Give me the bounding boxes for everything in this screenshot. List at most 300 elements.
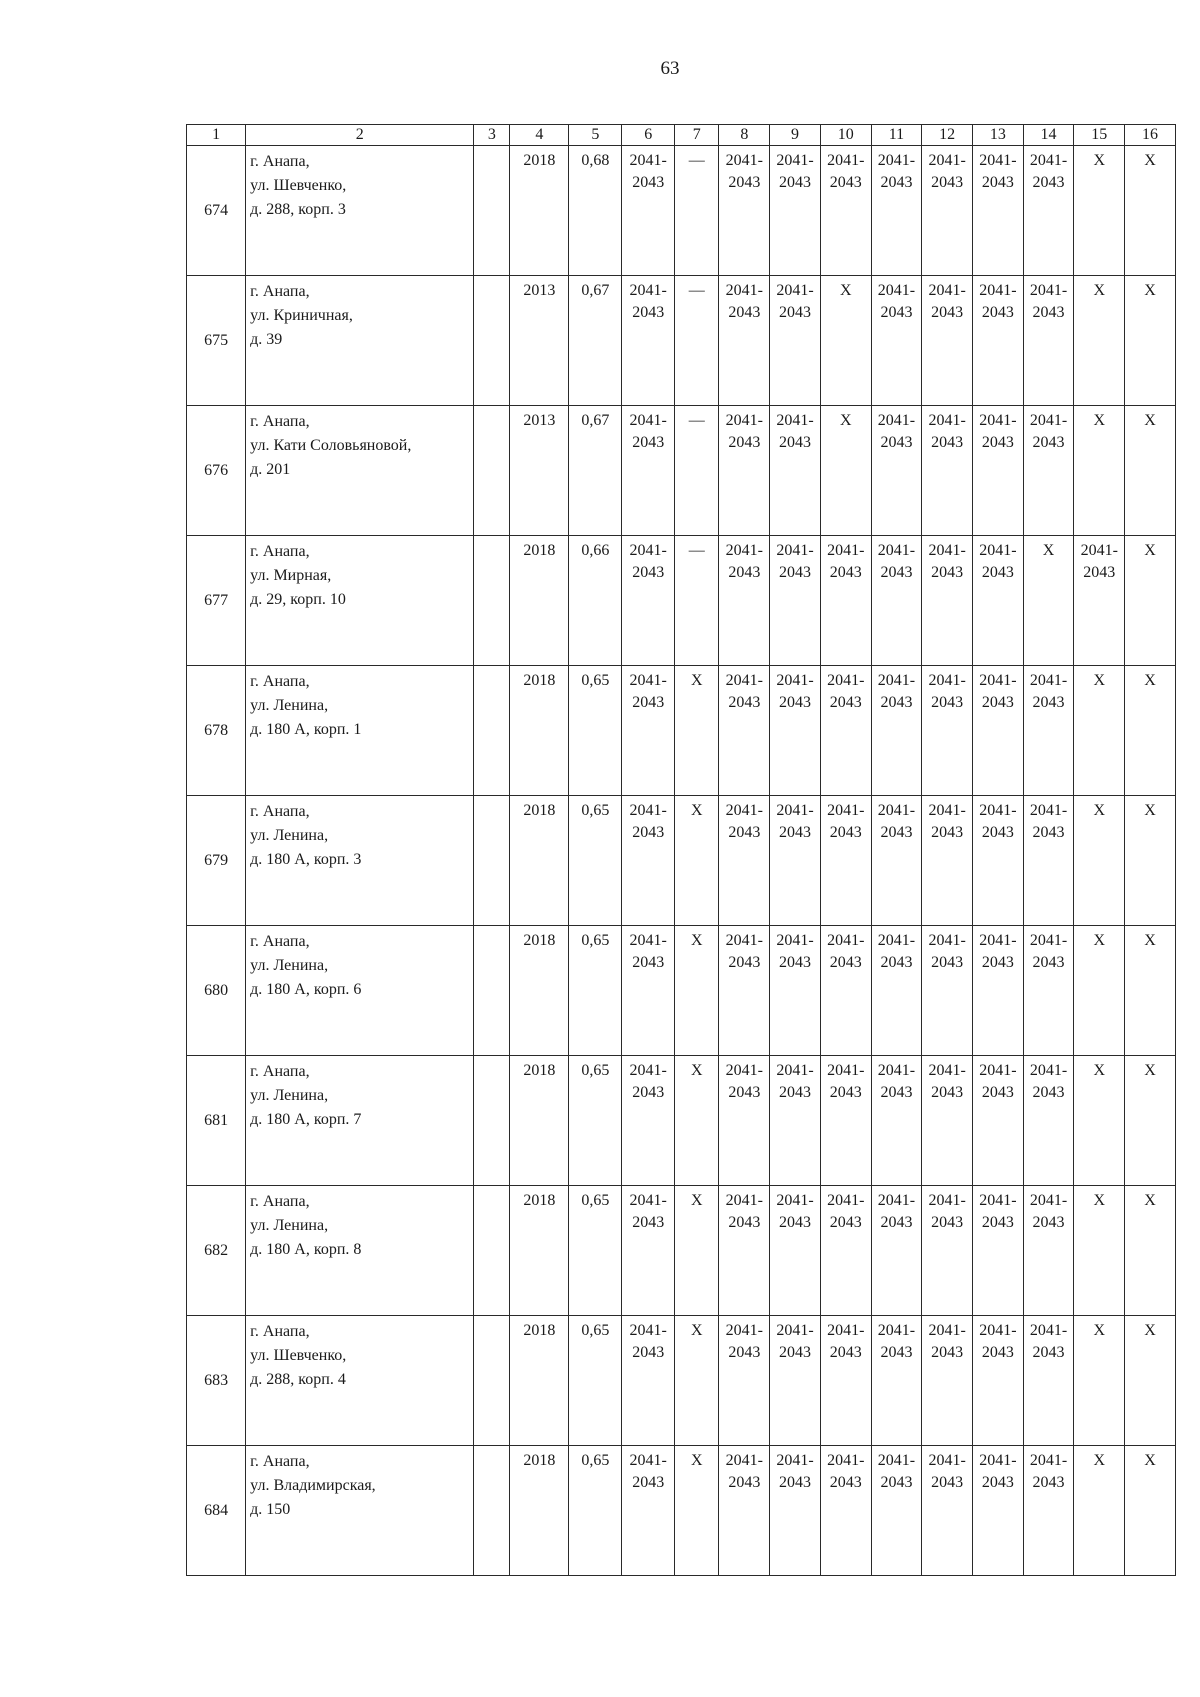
address-line: г. Анапа, [250, 1453, 310, 1470]
year-range-part: 2043 [981, 304, 1014, 321]
cell-c5: 0,65 [569, 1446, 622, 1576]
address-line: д. 39 [250, 331, 283, 348]
address-cell [246, 146, 474, 276]
cell-c12 [922, 926, 973, 1056]
address-cell [246, 1316, 474, 1446]
year-range-part: 2043 [632, 954, 665, 971]
address-cell [246, 796, 474, 926]
year-range-part: 2043 [728, 1344, 761, 1361]
cell-c16: X [1125, 796, 1176, 926]
cell-c16: X [1125, 406, 1176, 536]
address-cell [246, 406, 474, 536]
table-body [187, 146, 1176, 1576]
cell-c7: X [675, 1446, 719, 1576]
year-range-part: 2043 [1083, 564, 1116, 581]
year-range-part: 2041- [629, 1452, 667, 1469]
cell-c6 [622, 1316, 675, 1446]
cell-c13 [973, 536, 1024, 666]
cell-c15: X [1074, 1316, 1125, 1446]
cell-c15: X [1074, 1186, 1125, 1316]
cell-c10 [820, 926, 871, 1056]
year-range-part: 2043 [981, 1344, 1014, 1361]
year-range-part: 2043 [981, 1084, 1014, 1101]
cell-c11 [871, 1446, 922, 1576]
cell-c9 [770, 926, 821, 1056]
year-range-part: 2043 [880, 954, 913, 971]
cell-c8 [719, 146, 770, 276]
year-range-part: 2041- [928, 1192, 966, 1209]
cell-c10 [820, 796, 871, 926]
year-range-part: 2041- [725, 672, 763, 689]
row-number: 682 [187, 1186, 246, 1316]
year-range-part: 2043 [779, 1214, 812, 1231]
cell-c7: X [675, 1316, 719, 1446]
cell-c3 [474, 276, 510, 406]
cell-c12 [922, 796, 973, 926]
column-header: 7 [675, 125, 719, 146]
cell-c14 [1023, 796, 1074, 926]
year-range-part: 2041- [1029, 1322, 1068, 1339]
column-header: 12 [922, 125, 973, 146]
address-line: ул. Кати Соловьяновой, [250, 437, 412, 454]
year-range-part: 2041- [827, 672, 865, 689]
cell-c5: 0,65 [569, 796, 622, 926]
cell-c15: X [1074, 406, 1125, 536]
cell-c13 [973, 276, 1024, 406]
year-range-part: 2041- [776, 152, 814, 169]
year-range-part: 2041- [928, 672, 966, 689]
cell-c10 [820, 1056, 871, 1186]
cell-c16: X [1125, 1186, 1176, 1316]
year-range-part: 2041- [827, 932, 865, 949]
address-cell [246, 1186, 474, 1316]
year-range-part: 2041- [776, 1192, 814, 1209]
cell-c8 [719, 1186, 770, 1316]
year-range-part: 2043 [1032, 1344, 1065, 1361]
year-range-part: 2043 [829, 1214, 862, 1231]
cell-c9 [770, 1056, 821, 1186]
cell-c11 [871, 1316, 922, 1446]
year-range-part: 2043 [981, 174, 1014, 191]
year-range-part: 2043 [632, 174, 665, 191]
year-range-part: 2041- [877, 542, 916, 559]
cell-c5: 0,66 [569, 536, 622, 666]
year-range-part: 2041- [979, 1322, 1017, 1339]
row-number: 680 [187, 926, 246, 1056]
year-range-part: 2043 [829, 824, 862, 841]
year-range-part: 2041- [877, 412, 916, 429]
year-range-part: 2043 [981, 1214, 1014, 1231]
cell-c10 [820, 1186, 871, 1316]
cell-c14 [1023, 666, 1074, 796]
cell-c5: 0,67 [569, 406, 622, 536]
year-range-part: 2043 [829, 1344, 862, 1361]
year-range-part: 2041- [928, 152, 966, 169]
year-range-part: 2041- [877, 802, 916, 819]
year-range-part: 2041- [827, 1192, 865, 1209]
year-range-part: 2041- [629, 412, 667, 429]
cell-c6 [622, 666, 675, 796]
year-range-part: 2043 [829, 564, 862, 581]
column-header: 10 [820, 125, 871, 146]
cell-c12 [922, 1186, 973, 1316]
year-range-part: 2041- [776, 1452, 814, 1469]
cell-c9 [770, 146, 821, 276]
cell-c16: X [1125, 666, 1176, 796]
cell-c14 [1023, 276, 1074, 406]
cell-c10: X [820, 406, 871, 536]
address-line: д. 288, корп. 4 [250, 1371, 346, 1388]
cell-c12 [922, 1056, 973, 1186]
cell-c3 [474, 1446, 510, 1576]
year-range-part: 2041- [725, 802, 763, 819]
cell-c16: X [1125, 1316, 1176, 1446]
year-range-part: 2043 [931, 954, 964, 971]
cell-c8 [719, 536, 770, 666]
year-range-part: 2041- [776, 932, 814, 949]
address-line: ул. Ленина, [250, 1087, 329, 1104]
cell-c12 [922, 406, 973, 536]
year-range-part: 2041- [928, 1322, 966, 1339]
year-range-part: 2041- [827, 542, 865, 559]
row-number: 681 [187, 1056, 246, 1186]
year-range-part: 2043 [1032, 1474, 1065, 1491]
column-header: 8 [719, 125, 770, 146]
cell-c8 [719, 406, 770, 536]
column-header: 9 [770, 125, 821, 146]
year-range-part: 2043 [632, 1214, 665, 1231]
address-cell [246, 666, 474, 796]
address-line: д. 180 А, корп. 8 [250, 1241, 362, 1258]
address-line: г. Анапа, [250, 1193, 310, 1210]
address-line: ул. Ленина, [250, 697, 329, 714]
address-line: д. 180 А, корп. 6 [250, 981, 362, 998]
year-range-part: 2041- [1029, 1452, 1068, 1469]
cell-c3 [474, 1316, 510, 1446]
row-number: 677 [187, 536, 246, 666]
cell-c4: 2018 [510, 536, 569, 666]
address-line: ул. Владимирская, [250, 1477, 376, 1494]
column-header: 6 [622, 125, 675, 146]
year-range-part: 2043 [632, 304, 665, 321]
year-range-part: 2043 [829, 1084, 862, 1101]
year-range-part: 2041- [928, 802, 966, 819]
year-range-part: 2043 [1032, 174, 1065, 191]
cell-c5: 0,67 [569, 276, 622, 406]
cell-c13 [973, 1056, 1024, 1186]
year-range-part: 2043 [779, 824, 812, 841]
row-number: 675 [187, 276, 246, 406]
cell-c7: X [675, 1186, 719, 1316]
year-range-part: 2043 [981, 564, 1014, 581]
year-range-part: 2041- [979, 1062, 1017, 1079]
cell-c13 [973, 796, 1024, 926]
year-range-part: 2041- [1029, 1062, 1068, 1079]
year-range-part: 2043 [931, 434, 964, 451]
cell-c16: X [1125, 1056, 1176, 1186]
year-range-part: 2043 [931, 824, 964, 841]
year-range-part: 2043 [981, 824, 1014, 841]
cell-c9 [770, 1186, 821, 1316]
year-range-part: 2043 [1032, 304, 1065, 321]
year-range-part: 2043 [728, 694, 761, 711]
year-range-part: 2043 [728, 824, 761, 841]
cell-c3 [474, 926, 510, 1056]
cell-c5: 0,65 [569, 1056, 622, 1186]
year-range-part: 2043 [931, 1344, 964, 1361]
year-range-part: 2041- [827, 1062, 865, 1079]
year-range-part: 2043 [829, 174, 862, 191]
row-number: 678 [187, 666, 246, 796]
cell-c7: X [675, 926, 719, 1056]
cell-c12 [922, 276, 973, 406]
cell-c14 [1023, 1056, 1074, 1186]
address-line: д. 180 А, корп. 7 [250, 1111, 362, 1128]
year-range-part: 2041- [1029, 152, 1068, 169]
year-range-part: 2043 [829, 694, 862, 711]
cell-c4: 2018 [510, 926, 569, 1056]
address-line: г. Анапа, [250, 803, 310, 820]
year-range-part: 2043 [728, 1474, 761, 1491]
year-range-part: 2041- [928, 1062, 966, 1079]
cell-c16: X [1125, 536, 1176, 666]
address-line: г. Анапа, [250, 283, 310, 300]
cell-c16: X [1125, 146, 1176, 276]
cell-c5: 0,65 [569, 1316, 622, 1446]
year-range-part: 2043 [728, 564, 761, 581]
column-header: 16 [1125, 125, 1176, 146]
year-range-part: 2041- [725, 1192, 763, 1209]
row-number: 674 [187, 146, 246, 276]
cell-c6 [622, 796, 675, 926]
year-range-part: 2043 [1032, 1214, 1065, 1231]
cell-c14 [1023, 1316, 1074, 1446]
address-line: д. 201 [250, 461, 291, 478]
cell-c9 [770, 666, 821, 796]
cell-c10: X [820, 276, 871, 406]
cell-c13 [973, 1186, 1024, 1316]
cell-c4: 2018 [510, 1316, 569, 1446]
year-range-part: 2041- [1080, 542, 1118, 559]
year-range-part: 2041- [629, 542, 667, 559]
year-range-part: 2043 [880, 304, 913, 321]
year-range-part: 2041- [629, 802, 667, 819]
year-range-part: 2043 [880, 1214, 913, 1231]
year-range-part: 2043 [632, 434, 665, 451]
cell-c11 [871, 666, 922, 796]
year-range-part: 2043 [931, 1084, 964, 1101]
year-range-part: 2041- [979, 802, 1017, 819]
address-line: г. Анапа, [250, 153, 310, 170]
year-range-part: 2043 [931, 564, 964, 581]
address-cell [246, 536, 474, 666]
cell-c11 [871, 406, 922, 536]
year-range-part: 2041- [629, 932, 667, 949]
table-row [187, 146, 1176, 276]
cell-c3 [474, 146, 510, 276]
year-range-part: 2043 [728, 1214, 761, 1231]
year-range-part: 2041- [928, 932, 966, 949]
cell-c6 [622, 406, 675, 536]
cell-c4: 2018 [510, 1186, 569, 1316]
column-header: 13 [973, 125, 1024, 146]
year-range-part: 2043 [880, 434, 913, 451]
year-range-part: 2041- [877, 1192, 916, 1209]
cell-c8 [719, 276, 770, 406]
year-range-part: 2043 [779, 174, 812, 191]
year-range-part: 2041- [928, 282, 966, 299]
table-row [187, 796, 1176, 926]
cell-c4: 2018 [510, 146, 569, 276]
cell-c15: X [1074, 666, 1125, 796]
cell-c5: 0,65 [569, 926, 622, 1056]
cell-c11 [871, 536, 922, 666]
year-range-part: 2041- [979, 542, 1017, 559]
year-range-part: 2043 [1032, 434, 1065, 451]
year-range-part: 2043 [728, 304, 761, 321]
year-range-part: 2041- [776, 282, 814, 299]
year-range-part: 2043 [632, 1474, 665, 1491]
row-number: 683 [187, 1316, 246, 1446]
cell-c13 [973, 926, 1024, 1056]
cell-c6 [622, 536, 675, 666]
year-range-part: 2043 [1032, 694, 1065, 711]
year-range-part: 2041- [776, 672, 814, 689]
year-range-part: 2043 [632, 564, 665, 581]
year-range-part: 2043 [632, 824, 665, 841]
year-range-part: 2041- [725, 1062, 763, 1079]
cell-c15: X [1074, 276, 1125, 406]
year-range-part: 2043 [779, 1084, 812, 1101]
table-row [187, 666, 1176, 796]
address-line: ул. Мирная, [250, 567, 332, 584]
year-range-part: 2043 [880, 694, 913, 711]
address-line: г. Анапа, [250, 673, 310, 690]
cell-c15: X [1074, 796, 1125, 926]
year-range-part: 2043 [981, 434, 1014, 451]
year-range-part: 2043 [779, 694, 812, 711]
row-number: 684 [187, 1446, 246, 1576]
cell-c15: X [1074, 1056, 1125, 1186]
cell-c13 [973, 146, 1024, 276]
year-range-part: 2041- [979, 152, 1017, 169]
year-range-part: 2043 [728, 954, 761, 971]
cell-c16: X [1125, 276, 1176, 406]
column-header: 15 [1074, 125, 1125, 146]
address-line: д. 180 А, корп. 1 [250, 721, 362, 738]
year-range-part: 2041- [979, 672, 1017, 689]
year-range-part: 2043 [931, 1214, 964, 1231]
year-range-part: 2041- [827, 152, 865, 169]
table-row [187, 1186, 1176, 1316]
column-header: 5 [569, 125, 622, 146]
year-range-part: 2043 [728, 174, 761, 191]
cell-c16: X [1125, 1446, 1176, 1576]
cell-c3 [474, 536, 510, 666]
cell-c11 [871, 146, 922, 276]
table-row [187, 1056, 1176, 1186]
cell-c10 [820, 536, 871, 666]
column-header: 11 [871, 125, 922, 146]
year-range-part: 2041- [776, 1062, 814, 1079]
year-range-part: 2041- [1029, 282, 1068, 299]
cell-c11 [871, 1056, 922, 1186]
year-range-part: 2043 [981, 694, 1014, 711]
address-line: ул. Ленина, [250, 827, 329, 844]
cell-c9 [770, 276, 821, 406]
year-range-part: 2043 [931, 1474, 964, 1491]
year-range-part: 2043 [632, 1344, 665, 1361]
cell-c12 [922, 146, 973, 276]
year-range-part: 2043 [829, 1474, 862, 1491]
cell-c12 [922, 1446, 973, 1576]
column-header: 2 [246, 125, 474, 146]
year-range-part: 2043 [981, 1474, 1014, 1491]
address-line: ул. Шевченко, [250, 177, 347, 194]
column-header: 1 [187, 125, 246, 146]
year-range-part: 2043 [880, 1084, 913, 1101]
schedule-table [186, 124, 1176, 1576]
cell-c16: X [1125, 926, 1176, 1056]
row-number: 676 [187, 406, 246, 536]
year-range-part: 2041- [1029, 802, 1068, 819]
cell-c8 [719, 926, 770, 1056]
year-range-part: 2041- [827, 1452, 865, 1469]
cell-c7: — [675, 406, 719, 536]
cell-c6 [622, 146, 675, 276]
header-row [187, 125, 1176, 146]
table-row [187, 1446, 1176, 1576]
cell-c9 [770, 796, 821, 926]
address-line: ул. Шевченко, [250, 1347, 347, 1364]
year-range-part: 2043 [779, 1344, 812, 1361]
year-range-part: 2041- [1029, 412, 1068, 429]
cell-c13 [973, 1446, 1024, 1576]
cell-c7: — [675, 536, 719, 666]
cell-c9 [770, 1446, 821, 1576]
year-range-part: 2043 [931, 304, 964, 321]
cell-c5: 0,65 [569, 1186, 622, 1316]
year-range-part: 2041- [877, 932, 916, 949]
cell-c6 [622, 926, 675, 1056]
cell-c7: — [675, 146, 719, 276]
year-range-part: 2043 [880, 1474, 913, 1491]
address-line: г. Анапа, [250, 1323, 310, 1340]
cell-c8 [719, 666, 770, 796]
year-range-part: 2043 [728, 1084, 761, 1101]
cell-c11 [871, 796, 922, 926]
year-range-part: 2041- [629, 152, 667, 169]
year-range-part: 2041- [877, 672, 916, 689]
cell-c8 [719, 1446, 770, 1576]
cell-c4: 2018 [510, 666, 569, 796]
column-header: 14 [1023, 125, 1074, 146]
cell-c10 [820, 146, 871, 276]
address-line: д. 288, корп. 3 [250, 201, 346, 218]
year-range-part: 2041- [1029, 672, 1068, 689]
year-range-part: 2041- [776, 542, 814, 559]
cell-c14 [1023, 1446, 1074, 1576]
year-range-part: 2041- [928, 542, 966, 559]
year-range-part: 2041- [928, 412, 966, 429]
cell-c7: X [675, 1056, 719, 1186]
table-row [187, 1316, 1176, 1446]
year-range-part: 2041- [629, 1192, 667, 1209]
cell-c11 [871, 276, 922, 406]
address-line: ул. Ленина, [250, 1217, 329, 1234]
address-line: д. 29, корп. 10 [250, 591, 346, 608]
cell-c4: 2018 [510, 1056, 569, 1186]
